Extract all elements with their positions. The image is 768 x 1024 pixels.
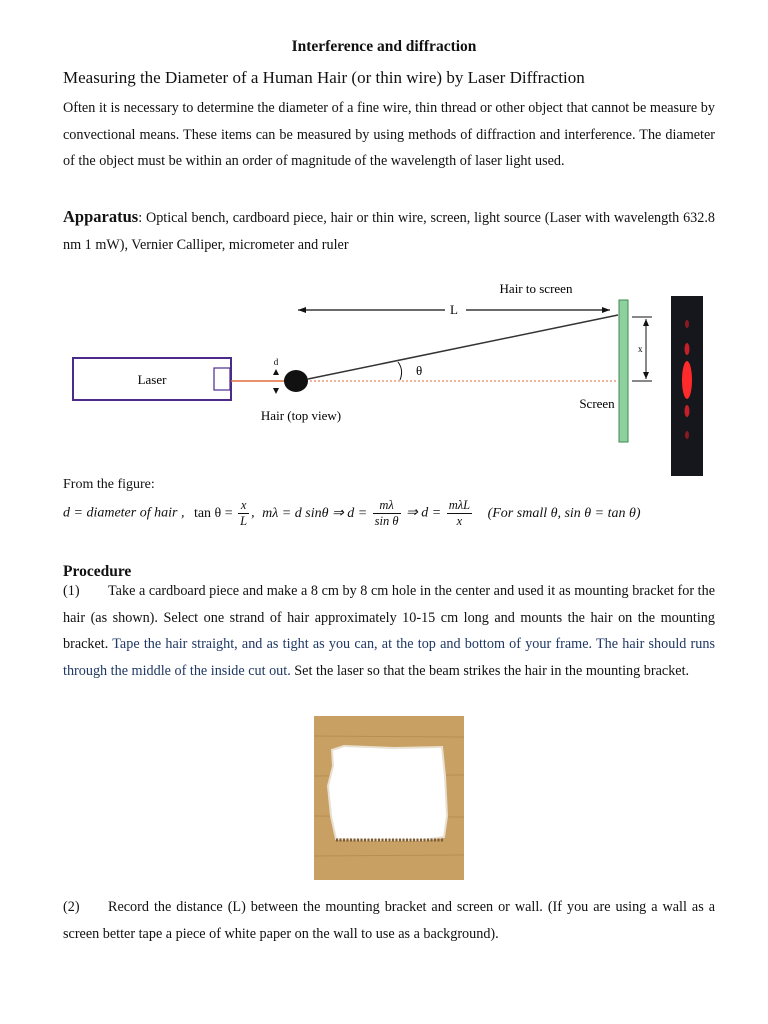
procedure-step-1: [63, 578, 715, 684]
d-arrow-up: [273, 369, 279, 375]
fringe-2: [685, 405, 690, 417]
hair-to-screen-label: Hair to screen: [499, 281, 573, 296]
screen-bar: [619, 300, 628, 442]
from-figure-text: From the figure:: [63, 477, 155, 492]
laser-aperture: [214, 368, 230, 390]
step2-text: Record the distance (L) between the mounting bracket and screen or wall. (If you are using a wall as a screen better tape a piece of white paper on the wall to use as a background).: [63, 899, 715, 942]
L-label: L: [450, 302, 458, 317]
step-number: (2): [63, 899, 80, 915]
page-subtitle: Measuring the Diameter of a Human Hair (or thin wire) by Laser Diffraction: [63, 68, 585, 87]
intro-paragraph: Often it is necessary to determine the diameter of a fine wire, thin thread or other object that cannot be measure by convectional means. These items can be measured by using methods of diffraction and interference. The diameter of the object must be within an order of magnitude of the wavelength of laser light used.: [63, 100, 715, 169]
step-number: (1): [63, 583, 80, 599]
procedure-heading: Procedure: [63, 563, 132, 580]
fraction-x-over-L: [238, 498, 249, 529]
fraction-mlambdaL-over-x: [447, 498, 472, 529]
procedure-step-2: [63, 894, 715, 947]
fringe-3: [685, 320, 689, 328]
theta-arc: [398, 362, 402, 380]
formula-line: [63, 498, 763, 529]
formula-comma: ,: [251, 505, 255, 521]
apparatus-heading: Apparatus: [63, 207, 139, 226]
apparatus-text: : Optical bench, cardboard piece, hair or thin wire, screen, light source (Laser with wavelength 632.8 nm 1 mW), Vernier Calliper, micrometer and ruler: [63, 210, 715, 253]
hair-dot: [284, 370, 308, 392]
hair-label: Hair (top view): [260, 408, 342, 423]
formula-tan-lhs: tan θ =: [193, 505, 233, 521]
fraction-den: L: [240, 514, 248, 528]
d-label: d: [273, 357, 279, 367]
L-arrowhead-left: [298, 307, 306, 313]
fraction-num: mλ: [373, 498, 401, 514]
theta-label: θ: [416, 363, 423, 378]
fringe-4: [685, 431, 689, 439]
step1-text-a: Take a cardboard piece and make a 8 cm by 8 cm hole in the center and used it as mounting bracket for the hair (as shown). Select one strand of hair approximately 10-15 cm long and mounts the hair on the mounting bracket.: [63, 583, 715, 652]
central-fringe: [682, 361, 692, 399]
fraction-num: mλL: [448, 498, 471, 512]
formula-m-eq: mλ = d sinθ ⇒ d =: [262, 505, 368, 521]
cardboard-bracket-image: [314, 716, 464, 880]
formula-arrow: ⇒ d =: [406, 505, 442, 521]
fraction-den: sin θ: [374, 514, 399, 528]
fringe-1: [685, 343, 690, 355]
x-arrowhead-bottom: [643, 372, 649, 379]
diffracted-ray: [308, 315, 618, 379]
fraction-num: x: [238, 498, 249, 514]
screen-label: Screen: [579, 396, 615, 411]
laser-label: Laser: [137, 372, 167, 387]
x-arrowhead-top: [643, 319, 649, 326]
fraction-den: x: [456, 514, 463, 528]
formula-note: (For small θ, sin θ = tan θ): [487, 505, 641, 521]
d-arrow-down: [273, 388, 279, 394]
fraction-mlambda-over-sin: [373, 498, 401, 529]
x-label: x: [638, 344, 643, 354]
laser-diffraction-diagram: [0, 270, 768, 480]
step1-text-b: Set the laser so that the beam strikes the hair in the mounting bracket.: [294, 662, 690, 679]
formula-d-def: d = diameter of hair ,: [63, 505, 185, 521]
L-arrowhead-right: [602, 307, 610, 313]
step1-text-blue: Tape the hair straight, and as tight as you can, at the top and bottom of your frame. The hair should runs through the middle of the inside cut out.: [63, 636, 715, 679]
cut-out-hole: [328, 746, 447, 840]
page-title: Interference and diffraction: [291, 38, 477, 55]
apparatus-paragraph: [63, 204, 715, 258]
